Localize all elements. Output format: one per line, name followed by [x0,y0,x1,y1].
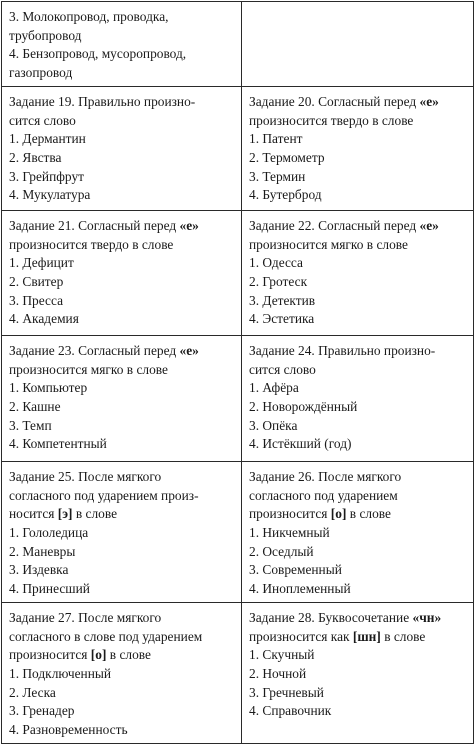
answer-list [9,665,233,740]
task-title [249,217,465,254]
table-cell [242,86,474,210]
answer-option: 3. Опёка [249,417,298,433]
task-title-line: согласного под ударением [249,487,398,503]
task-title [9,93,233,130]
task-title-line: согласного в слове под ударением [9,628,203,644]
answer-list [9,524,233,599]
answer-option: 4. Принесший [9,581,90,597]
task-title-line: произносится как [шн] в слове [249,628,426,644]
answer-option: 2. Явства [9,149,62,165]
task-title-line: произносится мягко в слове [9,361,168,377]
task-title [249,609,465,646]
answer-option: 1. Гололедица [9,524,89,540]
answer-list [9,379,233,454]
task-title-line: Задание 28. Буквосочетание «чн» [249,609,442,625]
answer-option: 4. Компетентный [9,436,107,452]
table-row [2,335,474,461]
task-title-line: носится [э] в слове [9,506,118,522]
answer-option: 1. Одесса [249,255,303,271]
answer-option: 2. Маневры [9,543,76,559]
table-row [2,86,474,210]
answer-option: 1. Дермантин [9,131,86,147]
answer-option: 2. Свитер [9,273,64,289]
task-title [249,342,465,379]
task-title [249,93,465,130]
answer-option: 3. Грейпфрут [9,168,85,184]
table-cell [2,2,242,87]
task-title-line: Задание 24. Правильно произно- [249,342,436,358]
answer-option: 1. Подключенный [9,665,112,681]
answer-option: 1. Дефицит [9,255,74,271]
answer-option: трубопровод [9,27,82,43]
table-cell [2,602,242,743]
table-cell [2,461,242,602]
table-cell [2,86,242,210]
task-title [9,217,233,254]
answer-option: 3. Пресса [9,292,64,308]
task-title-line: произносится твердо в слове [9,236,174,252]
answer-option: 4. Эстетика [249,311,315,327]
table-row [2,602,474,743]
answer-option: 3. Термин [249,168,306,184]
answer-option: 2. Леска [9,684,56,700]
answer-list [249,524,465,599]
answer-option: 1. Скучный [249,647,315,663]
table-row [2,2,474,87]
answer-option: 2. Кашне [9,398,61,414]
table-cell [242,461,474,602]
task-title-line: сится слово [249,361,316,377]
table-row [2,210,474,335]
task-title [249,468,465,524]
task-title-line: произносится [о] в слове [249,506,391,522]
answer-list [249,646,465,721]
answer-option: 1. Никчемный [249,524,330,540]
task-title-line: произносится [о] в слове [9,647,151,663]
table-row [2,461,474,602]
task-title-line: Задание 26. После мягкого [249,468,402,484]
task-title-line: Задание 22. Согласный перед «е» [249,217,439,233]
task-title-line: Задание 23. Согласный перед «е» [9,342,199,358]
table-cell [242,602,474,743]
answer-option: газопровод [9,65,73,81]
answer-option: 1. Афёра [249,380,299,396]
answer-option: 3. Издевка [9,562,69,578]
answer-list [249,254,465,329]
answer-option: 3. Молокопровод, проводка, [9,9,169,24]
answer-option: 4. Академия [9,311,79,327]
answer-option: 4. Разновременность [9,722,128,738]
answer-option: 2. Оседлый [249,543,314,559]
task-title-line: Задание 19. Правильно произно- [9,93,196,109]
answer-option: 2. Новорождённый [249,398,358,414]
answer-option: 3. Темп [9,417,52,433]
task-title-line: Задание 20. Согласный перед «е» [249,93,439,109]
answer-option: 4. Бензопровод, мусоропровод, [9,46,187,62]
answer-option: 4. Справочник [249,703,332,719]
task-title-line: произносится твердо в слове [249,112,414,128]
table-cell [2,210,242,335]
answer-option: 2. Термометр [249,149,325,165]
task-title-line: согласного под ударением произ- [9,487,199,503]
answer-option: 3. Гречневый [249,684,324,700]
answer-list [9,8,233,83]
answer-list [249,130,465,205]
answer-option: 4. Бутерброд [249,187,322,203]
table-cell [242,210,474,335]
task-title-line: Задание 25. После мягкого [9,468,162,484]
task-title-line: произносится мягко в слове [249,236,408,252]
tasks-table [1,1,474,744]
table-cell [2,335,242,461]
task-title [9,609,233,665]
answer-option: 1. Патент [249,131,303,147]
task-title-line: Задание 21. Согласный перед «е» [9,217,199,233]
answer-option: 2. Гротеск [249,273,308,289]
answer-list [9,254,233,329]
answer-option: 1. Компьютер [9,380,88,396]
answer-option: 3. Гренадер [9,703,75,719]
table-cell-empty [242,2,474,87]
answer-option: 4. Истёкший (год) [249,436,352,452]
answer-option: 3. Детектив [249,292,316,308]
table-cell [242,335,474,461]
task-title-line: Задание 27. После мягкого [9,609,162,625]
answer-option: 3. Современный [249,562,342,578]
task-title-line: сится слово [9,112,76,128]
task-title [9,342,233,379]
answer-option: 4. Иноплеменный [249,581,351,597]
answer-option: 4. Мукулатура [9,187,91,203]
answer-option: 2. Ночной [249,665,307,681]
answer-list [249,379,465,454]
task-title [9,468,233,524]
answer-list [9,130,233,205]
